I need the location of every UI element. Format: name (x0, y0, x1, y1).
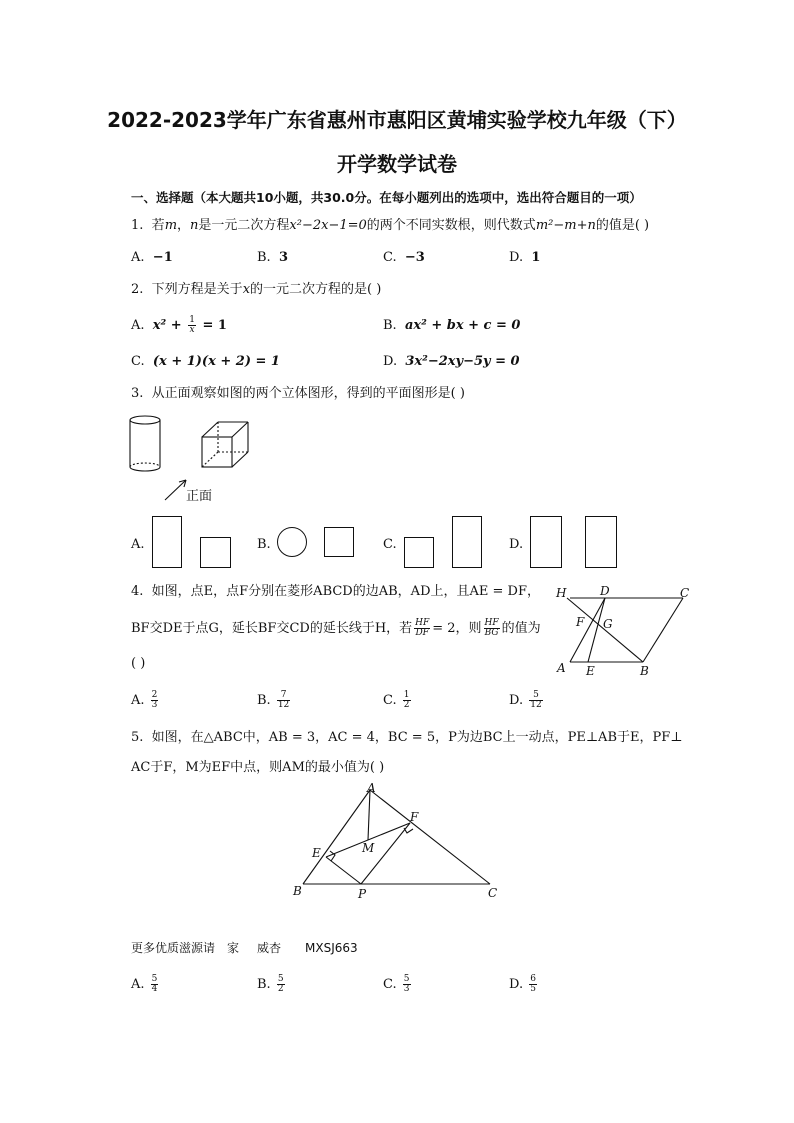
q1-text-c: 的两个不同实数根，则代数式 (366, 218, 536, 233)
q5-option-a[interactable]: A. $\frac{5}{4}$ (131, 974, 158, 994)
q5-label-f: F (410, 810, 419, 824)
q1-comma: ， (177, 218, 191, 233)
q3-a-tall-rect (152, 516, 182, 568)
q3-b-circle (277, 527, 307, 557)
q3-d-tall-rect-2 (585, 516, 617, 568)
q1-option-a[interactable]: A. −1 (131, 250, 173, 265)
q2-option-d[interactable]: D. 3x²−2xy−5y = 0 (383, 354, 520, 369)
q4-option-b[interactable]: B. $\frac{7}{12}$ (257, 690, 290, 710)
q3-d-tall-rect-1 (530, 516, 562, 568)
q4-label-h: H (556, 586, 567, 600)
q1-var-n: n (190, 218, 199, 233)
q4-label-g: G (603, 617, 613, 631)
q5-option-c[interactable]: C. $\frac{5}{3}$ (383, 974, 410, 994)
q5-label-p: P (358, 887, 367, 901)
q1-equation: x²−2x−1=0 (289, 218, 367, 233)
q3-b-square (324, 527, 354, 557)
q4-option-c[interactable]: C. $\frac{1}{2}$ (383, 690, 410, 710)
q1-text-d: 的值是( ) (595, 218, 650, 233)
q1-option-c[interactable]: C. −3 (383, 250, 425, 265)
q3-a-square (200, 537, 231, 568)
q5-label-c: C (488, 886, 498, 900)
q1-option-b[interactable]: B. 3 (257, 250, 288, 265)
q5-option-b[interactable]: B. $\frac{5}{2}$ (257, 974, 284, 994)
question-5-line2: AC于F，M为EF中点，则AM的最小值为( ) (131, 760, 385, 775)
q2-option-b[interactable]: B. ax² + bx + c = 0 (383, 318, 521, 333)
q4-option-d[interactable]: D. $\frac{5}{12}$ (509, 690, 542, 710)
q3-c-tall-rect (452, 516, 482, 568)
q1-text-b: 是一元二次方程 (198, 218, 290, 233)
question-5-line1: 5. 如图，在△ABC中，AB = 3，AC = 4，BC = 5，P为边BC上一动点，PE⊥AB于E，PF⊥ (131, 730, 683, 745)
page-title: 2022-2023学年广东省惠州市惠阳区黄埔实验学校九年级（下） (107, 108, 687, 132)
question-4-line1: 4. 如图，点E，点F分别在菱形ABCD的边AB，AD上，且AE = DF， (131, 584, 540, 599)
q5-figure (290, 780, 510, 900)
q3-option-b-label[interactable]: B. (257, 537, 271, 552)
q4-option-a[interactable]: A. $\frac{2}{3}$ (131, 690, 158, 710)
q4-label-b: B (640, 664, 649, 678)
q3-front-label: 正面 (186, 489, 213, 504)
q5-label-a: A (367, 781, 376, 795)
q4-figure (550, 585, 700, 680)
question-2: 2. 下列方程是关于x的一元二次方程的是( ) (131, 282, 382, 297)
promo-text: 更多优质滋源请 家 威杏 MXSJ663 (131, 941, 358, 955)
q4-label-c: C (680, 586, 690, 600)
q3-c-square (404, 537, 434, 568)
page-subtitle: 开学数学试卷 (337, 152, 457, 176)
question-1 (131, 218, 649, 234)
q1-text-a: 若 (151, 218, 165, 233)
q4-label-d: D (600, 584, 610, 598)
q5-option-d[interactable]: D. $\frac{6}{5}$ (509, 974, 536, 994)
question-3: 3. 从正面观察如图的两个立体图形，得到的平面图形是( ) (131, 386, 465, 401)
q2-option-c[interactable]: C. (x + 1)(x + 2) = 1 (131, 354, 280, 369)
q3-option-a-label[interactable]: A. (131, 537, 145, 552)
q1-var-m: m (164, 218, 178, 233)
q5-label-m: M (362, 841, 375, 855)
question-4-line3: ( ) (131, 656, 146, 671)
q3-option-d-label[interactable]: D. (509, 537, 524, 552)
q4-label-a: A (557, 661, 566, 675)
q4-label-f: F (576, 615, 585, 629)
question-4-line2: BF交DE于点G，延长BF交CD的延长线于H，若 $\frac{HF}{DF}$ = 2，则 $\frac{HF}{BG}$ 的值为 (131, 618, 541, 638)
q5-label-e: E (312, 846, 321, 860)
q2-option-a[interactable]: A. x² + $\frac{1}{x}$ = 1 (131, 315, 227, 335)
q1-number: 1. (131, 218, 144, 233)
q3-option-c-label[interactable]: C. (383, 537, 397, 552)
q1-option-d[interactable]: D. 1 (509, 250, 541, 265)
q4-label-e: E (586, 664, 595, 678)
q1-expression: m²−m+n (535, 218, 596, 233)
section-heading: 一、选择题（本大题共10小题，共30.0分。在每小题列出的选项中，选出符合题目的一项） (131, 190, 642, 205)
q5-label-b: B (293, 884, 302, 898)
